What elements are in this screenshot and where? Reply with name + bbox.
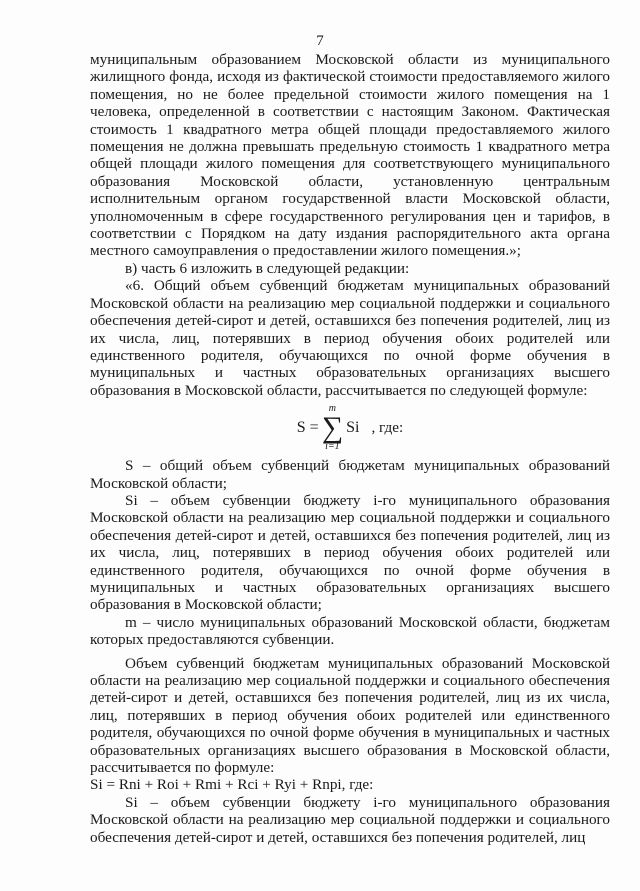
paragraph-subvention-volume: Объем субвенций бюджетам муниципальных образований Московской области на реализацию мер социальной поддержки и социального обеспечения детей-сирот и детей, оставшихся без попечения родителей, лиц из их числа, лиц, потерявших в период обучения обоих родителей или единственного родителя, обучающихся по очной форме обучения в муниципальных и частных образовательных организациях высшего образования в Московской области, рассчитывается по формуле: <box>90 654 610 777</box>
formula-sum <box>90 399 610 457</box>
formula-lhs: S = <box>296 419 319 437</box>
summation-upper-limit: m <box>328 403 337 415</box>
definition-m: m – число муниципальных образований Московской области, бюджетам которых предоставляются субвенции. <box>90 613 610 649</box>
page-number: 7 <box>316 33 324 49</box>
paragraph-continuation: муниципальным образованием Московской области из муниципального жилищного фонда, исходя из фактической стоимости предоставляемого жилого помещения, но не более предельной стоимости жилого помещения на 1 человека, определенной в соответствии с настоящим Законом. Фактическая стоимость 1 квадратного метра общей площади предоставляемого жилого помещения не должна превышать предельную стоимость 1 квадратного метра общей площади жилого помещения для соответствующего муниципального образования Московской области, установленную центральным исполнительным органом государственной власти Московской области, уполномоченным в сфере государственного регулирования цен и тарифов, в соответствии с Порядком на дату издания распорядительного акта органа местного самоуправления о предоставлении жилого помещения.»; <box>90 51 610 260</box>
definition-si-second: Si – объем субвенции бюджету i-го муниципального образования Московской области на реализацию мер социальной поддержки и социального обеспечения детей-сирот и детей, оставшихся без попечения родителей, лиц <box>90 793 610 846</box>
summation-lower-limit: i=1 <box>325 441 340 453</box>
paragraph-amendment-intro: в) часть 6 изложить в следующей редакции: <box>125 259 410 277</box>
definition-si: Si – объем субвенции бюджету i-го муниципального образования Московской области на реализацию мер социальной поддержки и социального обеспечения детей-сирот и детей, оставшихся без попечения родителей, лиц из их числа, лиц, потерявших в период обучения обоих родителей или единственного родителя, обучающихся по очной форме обучения в муниципальных и частных образовательных организациях высшего образования в Московской области; <box>90 491 610 614</box>
paragraph-part-6: «6. Общий объем субвенций бюджетам муниципальных образований Московской области на реализацию мер социальной поддержки и социального обеспечения детей-сирот и детей, оставшихся без попечения родителей, лиц из их числа, лиц, потерявших в период обучения обоих родителей или единственного родителя, обучающихся по очной форме обучения в муниципальных и частных образовательных организациях высшего образования в Московской области, рассчитывается по следующей формуле: <box>90 277 610 399</box>
formula-si: Si = Rni + Roi + Rmi + Rci + Ryi + Rnpi, где: <box>90 776 374 794</box>
summation-symbol <box>322 404 343 452</box>
formula-where: , где: <box>371 419 404 437</box>
formula-term: Si <box>346 419 360 437</box>
document-body <box>90 51 610 846</box>
definition-s: S – общий объем субвенций бюджетам муниципальных образований Московской области; <box>90 457 610 492</box>
sigma-icon: ∑ <box>321 411 344 445</box>
